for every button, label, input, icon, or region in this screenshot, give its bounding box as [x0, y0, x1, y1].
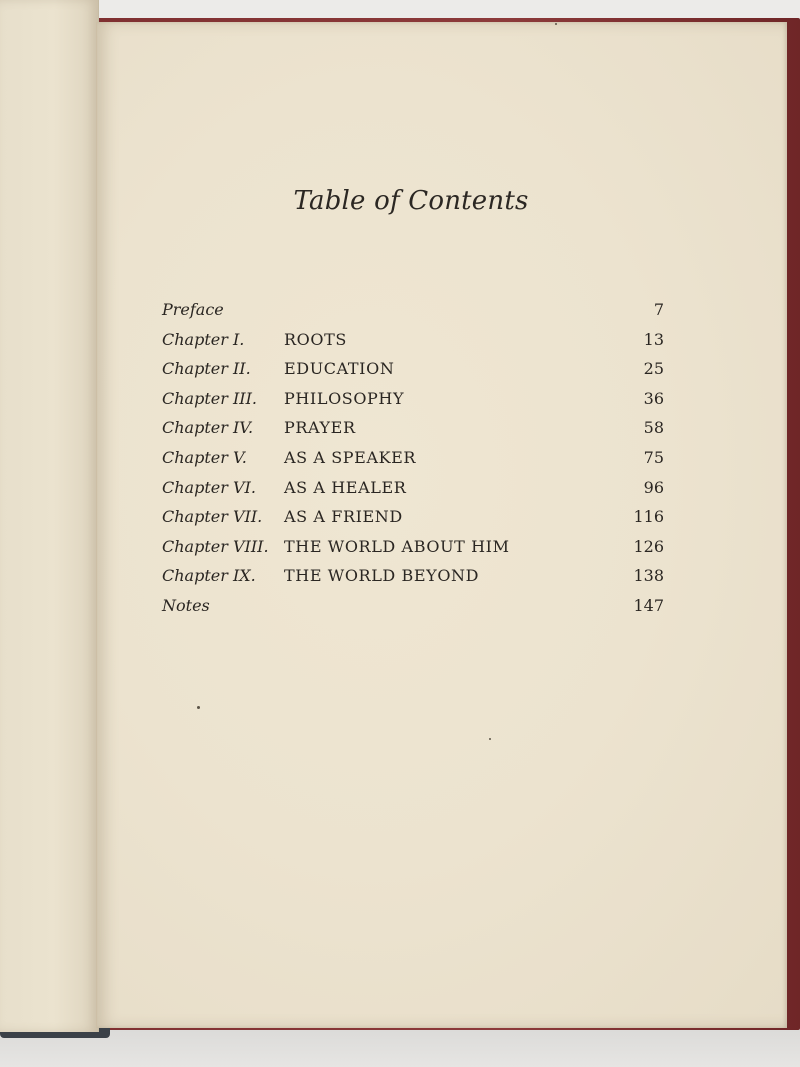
- toc-label: Chapter II.: [162, 359, 251, 379]
- left-page: [0, 0, 99, 1032]
- toc-heading: THE WORLD BEYOND: [284, 566, 480, 586]
- toc-label: Chapter VII.: [162, 507, 263, 527]
- toc-label: Chapter V.: [162, 447, 247, 467]
- toc-label: Chapter IX.: [162, 566, 256, 586]
- toc-page-number: 25: [643, 359, 664, 379]
- page-title: Table of Contents: [293, 186, 529, 216]
- toc-row-chapter-4: [162, 414, 664, 444]
- toc-row-chapter-2: [162, 355, 664, 385]
- toc-row-chapter-1: [162, 326, 664, 356]
- paper-speck: [197, 706, 200, 709]
- paper-speck: [489, 738, 491, 740]
- toc-page-number: 58: [643, 418, 664, 438]
- toc-row-chapter-8: [162, 533, 664, 563]
- table-of-contents: [162, 296, 664, 622]
- toc-page-number: 147: [633, 595, 664, 615]
- toc-heading: PHILOSOPHY: [284, 388, 405, 408]
- toc-label: Chapter IV.: [162, 418, 254, 438]
- toc-page-number: 116: [633, 507, 664, 527]
- toc-row-notes: [162, 592, 664, 622]
- toc-heading: AS A FRIEND: [284, 507, 403, 527]
- toc-row-chapter-3: [162, 385, 664, 415]
- toc-page-number: 13: [643, 329, 664, 349]
- toc-row-chapter-6: [162, 474, 664, 504]
- toc-label: Preface: [162, 300, 224, 319]
- toc-heading: EDUCATION: [284, 359, 395, 379]
- toc-row-chapter-5: [162, 444, 664, 474]
- toc-heading: AS A HEALER: [284, 477, 407, 497]
- paper-speck: [555, 23, 557, 25]
- toc-row-preface: [162, 296, 664, 326]
- toc-label: Notes: [162, 595, 210, 615]
- toc-page-number: 96: [643, 477, 664, 497]
- toc-heading: THE WORLD ABOUT HIM: [284, 536, 510, 556]
- toc-page-number: 75: [643, 447, 664, 467]
- toc-row-chapter-7: [162, 503, 664, 533]
- toc-heading: AS A SPEAKER: [284, 447, 417, 467]
- toc-row-chapter-9: [162, 562, 664, 592]
- toc-label: Chapter VIII.: [162, 536, 269, 556]
- toc-label: Chapter I.: [162, 329, 245, 349]
- toc-page-number: 138: [633, 566, 664, 586]
- toc-page-number: 7: [653, 300, 664, 319]
- toc-label: Chapter III.: [162, 388, 258, 408]
- toc-page-number: 36: [643, 388, 664, 408]
- toc-heading: ROOTS: [284, 329, 347, 349]
- toc-heading: PRAYER: [284, 418, 356, 438]
- toc-label: Chapter VI.: [162, 477, 256, 497]
- toc-page-number: 126: [633, 536, 664, 556]
